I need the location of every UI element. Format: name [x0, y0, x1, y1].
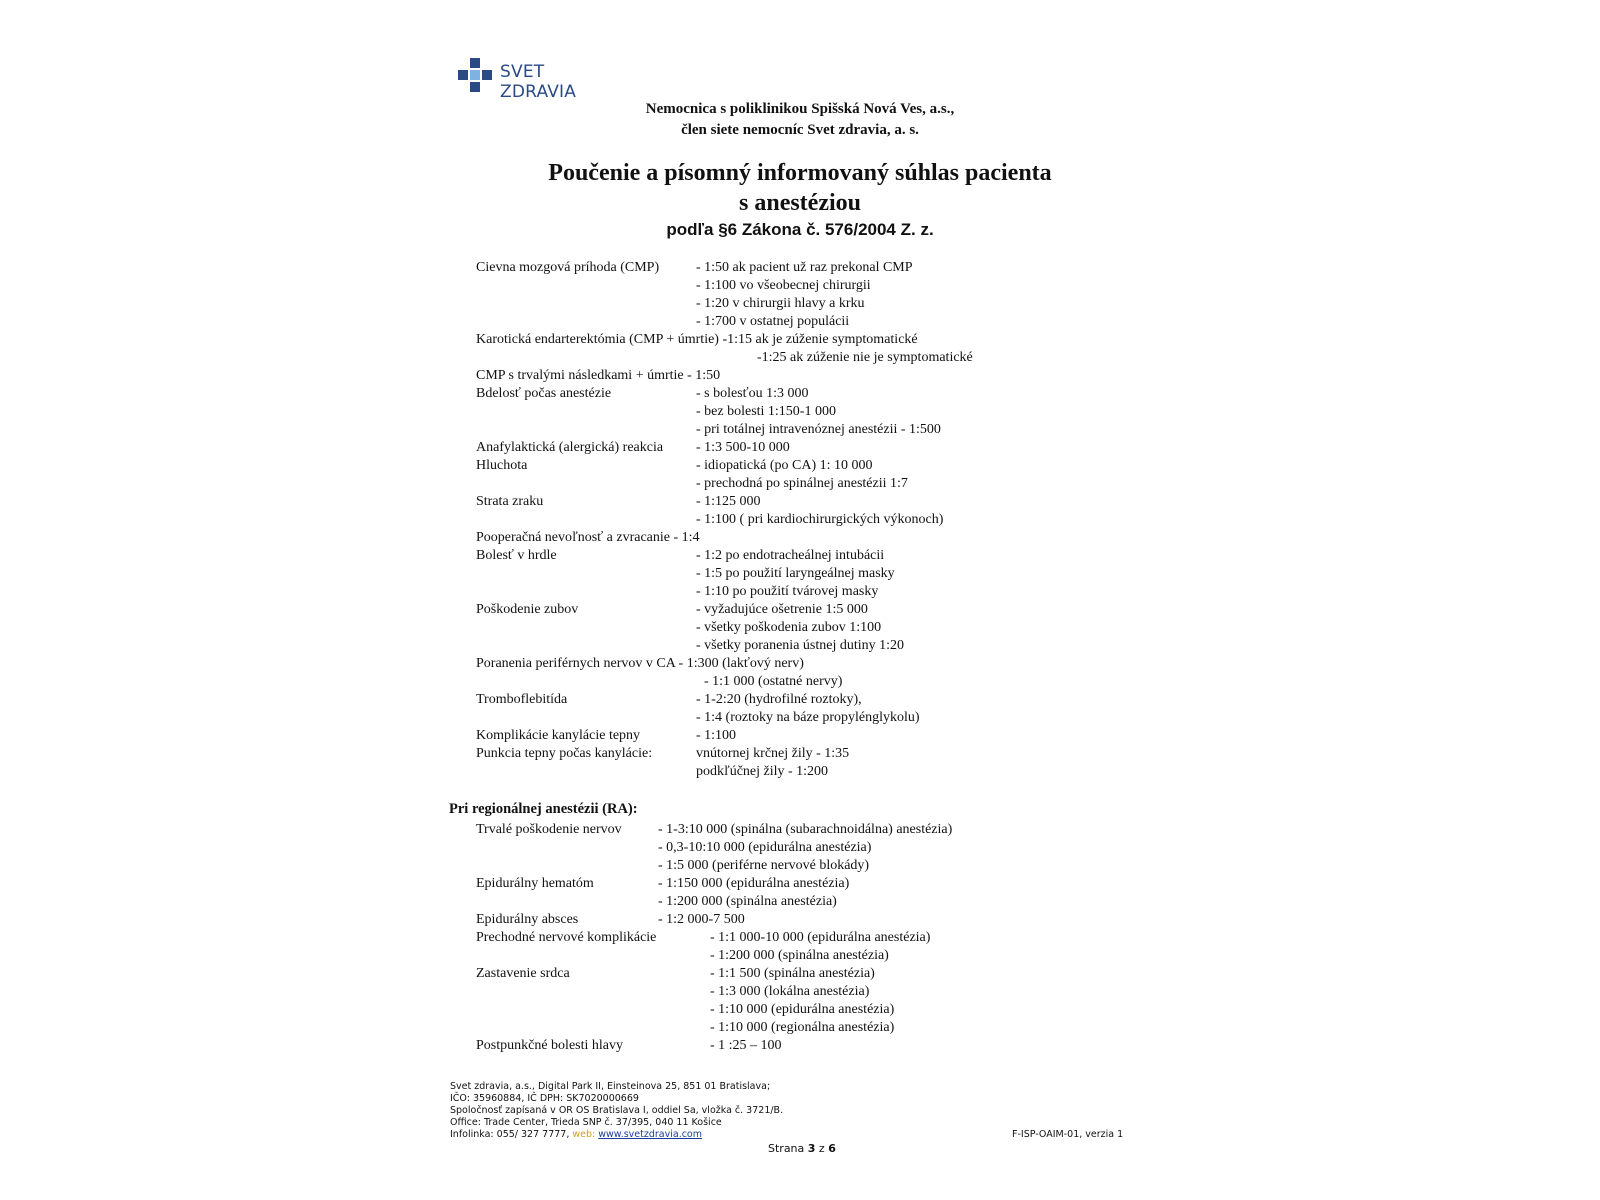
risk-value: - 1:10 000 (regionálna anestézia) [710, 1020, 895, 1035]
risk-value: vnútornej krčnej žily - 1:35 [696, 746, 850, 761]
document-title-line2: s anestéziou [739, 190, 861, 216]
page-mid: z [815, 1142, 829, 1155]
risk-value: - 1:10 po použití tvárovej masky [696, 584, 879, 599]
footer-web-link[interactable]: www.svetzdravia.com [598, 1129, 703, 1140]
risk-value: - 1:3 500-10 000 [696, 440, 790, 455]
page-prefix: Strana [768, 1142, 808, 1155]
risk-value: - 1:150 000 (epidurálna anestézia) [658, 876, 850, 891]
risk-value: - 1:200 000 (spinálna anestézia) [710, 948, 889, 963]
cross-logo-icon [458, 58, 494, 92]
risk-value: - idiopatická (po CA) 1: 10 000 [696, 458, 873, 473]
risk-value: - všetky poranenia ústnej dutiny 1:20 [696, 638, 905, 653]
risk-value: - 1:3 000 (lokálna anestézia) [710, 984, 870, 999]
risk-value: - 1:5 po použití laryngeálnej masky [696, 566, 895, 581]
page-total: 6 [828, 1142, 836, 1155]
risk-value: - 1:1 000 (ostatné nervy) [704, 674, 843, 689]
document-id: F-ISP-OAIM-01, verzia 1 [1012, 1129, 1124, 1140]
risk-value: - 1:20 v chirurgii hlavy a krku [696, 296, 865, 311]
footer-contact [450, 1129, 783, 1141]
risk-label: Pooperačná nevoľnosť a zvracanie - 1:4 [476, 530, 700, 545]
risk-value: - 1:100 [696, 728, 737, 743]
risk-value: - 1:100 vo všeobecnej chirurgii [696, 278, 871, 293]
risk-label: Komplikácie kanylácie tepny [476, 728, 641, 743]
risk-value: - 1:1 000-10 000 (epidurálna anestézia) [710, 930, 931, 945]
risk-label: Karotická endarterektómia (CMP + úmrtie) -1:15 ak je zúženie symptomatické [476, 332, 918, 347]
risk-value: - 1:10 000 (epidurálna anestézia) [710, 1002, 895, 1017]
risk-label: Epidurálny absces [476, 912, 579, 927]
page-current: 3 [807, 1142, 816, 1155]
risk-value: - 0,3-10:10 000 (epidurálna anestézia) [658, 840, 872, 855]
footer-company-ids: IČO: 35960884, IČ DPH: SK7020000669 [450, 1093, 639, 1104]
risk-value: - 1-2:20 (hydrofilné roztoky), [696, 692, 862, 707]
risk-label: Punkcia tepny počas kanylácie: [476, 746, 653, 761]
risk-label: Anafylaktická (alergická) reakcia [476, 440, 664, 455]
risk-value: podkľúčnej žily - 1:200 [696, 764, 829, 779]
risk-value: - 1:100 ( pri kardiochirurgických výkonoch) [696, 512, 944, 527]
risk-value: - 1 :25 – 100 [710, 1038, 782, 1053]
risk-label: Trvalé poškodenie nervov [476, 822, 622, 837]
risk-label: Zastavenie srdca [476, 966, 570, 981]
law-reference: podľa §6 Zákona č. 576/2004 Z. z. [666, 220, 934, 239]
risk-value: - 1-3:10 000 (spinálna (subarachnoidálna) anestézia) [658, 822, 953, 837]
risk-value: - 1:1 500 (spinálna anestézia) [710, 966, 875, 981]
risk-label: Poranenia periférnych nervov v CA - 1:300 (lakťový nerv) [476, 656, 804, 671]
document-title: Poučenie a písomný informovaný súhlas pacienta [548, 160, 1052, 186]
footer-office: Office: Trade Center, Trieda SNP č. 37/395, 040 11 Košice [450, 1117, 722, 1128]
risk-value: - všetky poškodenia zubov 1:100 [696, 620, 882, 635]
risk-label: Bdelosť počas anestézie [476, 386, 612, 401]
footer-web-label: web: [572, 1129, 599, 1140]
risk-label: Postpunkčné bolesti hlavy [476, 1038, 623, 1053]
risk-value: - prechodná po spinálnej anestézii 1:7 [696, 476, 908, 491]
network-membership: člen siete nemocníc Svet zdravia, a. s. [681, 122, 919, 138]
footer-company-address: Svet zdravia, a.s., Digital Park II, Einsteinova 25, 851 01 Bratislava; [450, 1081, 771, 1092]
risk-value: - 1:2 000-7 500 [658, 912, 745, 927]
risk-value: - 1:700 v ostatnej populácii [696, 314, 850, 329]
page-number [768, 1142, 836, 1155]
footer-infoline: Infolinka: 055/ 327 7777, [450, 1129, 573, 1140]
footer-registration: Spoločnosť zapísaná v OR OS Bratislava I, oddiel Sa, vložka č. 3721/B. [450, 1105, 784, 1116]
footer [450, 1081, 783, 1141]
risk-label: Prechodné nervové komplikácie [476, 930, 657, 945]
risk-label: Bolesť v hrdle [476, 548, 557, 563]
risk-value: - 1:4 (roztoky na báze propylénglykolu) [696, 710, 920, 725]
hospital-name: Nemocnica s poliklinikou Spišská Nová Ves, a.s., [645, 101, 955, 117]
risk-value: - 1:5 000 (periférne nervové blokády) [658, 858, 870, 873]
risk-label: CMP s trvalými následkami + úmrtie - 1:50 [476, 368, 721, 383]
risk-label: Cievna mozgová príhoda (CMP) [476, 260, 660, 275]
risk-value: -1:25 ak zúženie nie je symptomatické [757, 350, 973, 365]
risk-value: - pri totálnej intravenóznej anestézii - 1:500 [696, 422, 941, 437]
risk-value: - 1:50 ak pacient už raz prekonal CMP [696, 260, 913, 275]
risk-label: Hluchota [476, 458, 528, 473]
ra-heading: Pri regionálnej anestézii (RA): [449, 801, 638, 817]
risk-label: Epidurálny hematóm [476, 876, 594, 891]
risk-value: - 1:125 000 [696, 494, 761, 509]
risk-label: Tromboflebitída [476, 692, 568, 707]
risk-value: - s bolesťou 1:3 000 [696, 386, 809, 401]
logo-text: SVET ZDRAVIA [500, 62, 577, 102]
risk-value: - 1:2 po endotracheálnej intubácii [696, 548, 885, 563]
risk-value: - bez bolesti 1:150-1 000 [696, 404, 836, 419]
risk-value: - 1:200 000 (spinálna anestézia) [658, 894, 837, 909]
risk-label: Strata zraku [476, 494, 544, 509]
risk-value: - vyžadujúce ošetrenie 1:5 000 [696, 602, 868, 617]
risk-label: Poškodenie zubov [476, 602, 579, 617]
